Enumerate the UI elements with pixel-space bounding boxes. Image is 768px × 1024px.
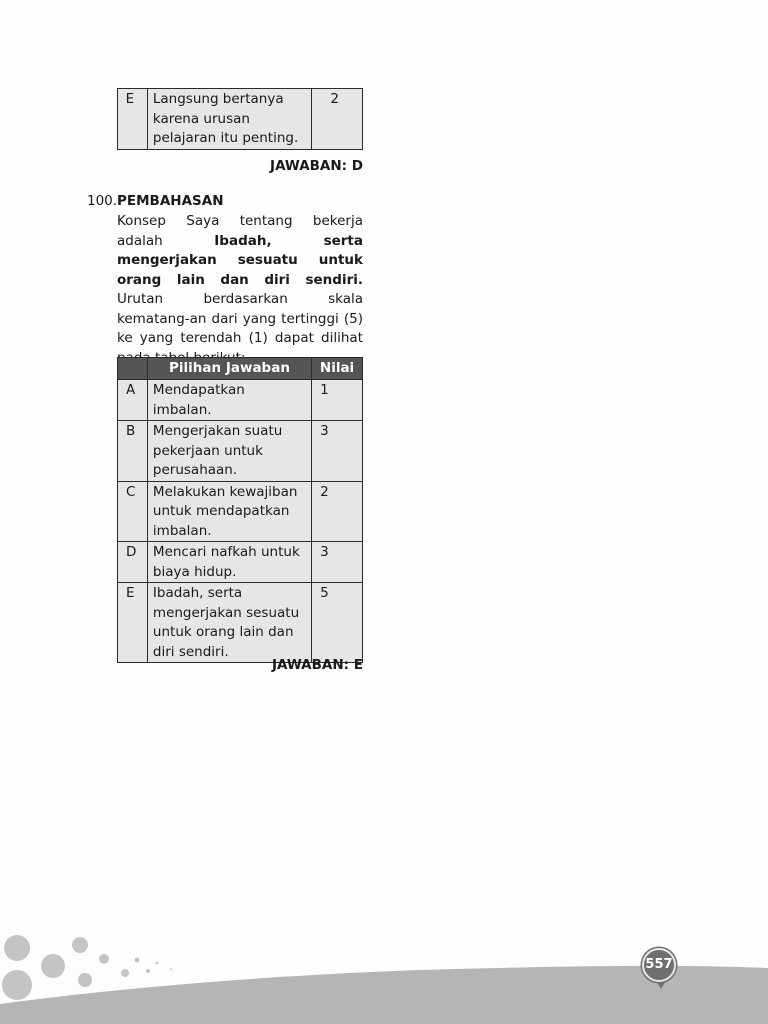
decor-dot — [41, 954, 65, 978]
header-letter — [118, 358, 148, 380]
option-text: Langsung bertanya karena urusan pelajaran itu penting. — [147, 89, 311, 150]
page-number: 557 — [642, 948, 676, 982]
option-text: Melakukan kewajiban untuk mendapatkan imbalan. — [147, 481, 311, 542]
option-value: 2 — [312, 89, 363, 150]
option-value: 3 — [312, 421, 363, 482]
option-letter: E — [118, 89, 148, 150]
option-value: 2 — [312, 481, 363, 542]
top-table — [117, 88, 363, 150]
option-text: Mengerjakan suatu pekerjaan untuk perusahaan. — [147, 421, 311, 482]
question-paragraph — [117, 212, 363, 368]
table-row — [118, 89, 363, 150]
option-text: Mencari nafkah untuk biaya hidup. — [147, 542, 311, 583]
option-letter: D — [118, 542, 148, 583]
option-value: 5 — [312, 583, 363, 663]
decor-dot — [72, 937, 88, 953]
table-row — [118, 542, 363, 583]
main-table — [117, 357, 363, 663]
decor-dot — [121, 969, 129, 977]
decor-dot — [4, 935, 30, 961]
paragraph-text-before: Konsep Saya tentang bekerja adalah — [117, 213, 363, 249]
header-value: Nilai — [312, 358, 363, 380]
option-letter: B — [118, 421, 148, 482]
option-value: 1 — [312, 380, 363, 421]
question-title: PEMBAHASAN — [117, 193, 224, 209]
option-letter: C — [118, 481, 148, 542]
decor-dot — [170, 968, 172, 970]
table-row — [118, 421, 363, 482]
option-letter: A — [118, 380, 148, 421]
option-text: Ibadah, serta mengerjakan sesuatu untuk orang lain dan diri sendiri. — [147, 583, 311, 663]
option-letter: E — [118, 583, 148, 663]
top-table-container — [117, 88, 363, 150]
table-row — [118, 380, 363, 421]
decor-dot — [135, 958, 140, 963]
decor-dot — [2, 970, 32, 1000]
option-value: 3 — [312, 542, 363, 583]
header-option: Pilihan Jawaban — [147, 358, 311, 380]
question-number: 100. — [87, 193, 118, 209]
decor-dot — [146, 969, 150, 973]
decor-dot — [156, 962, 159, 965]
table-row — [118, 481, 363, 542]
paragraph-text-bold: Ibadah, serta mengerjakan sesuatu untuk orang lain dan diri sendiri. — [117, 232, 363, 288]
decor-dot — [78, 973, 92, 987]
option-text: Mendapatkan imbalan. — [147, 380, 311, 421]
table-header-row — [118, 358, 363, 380]
table-row — [118, 583, 363, 663]
main-table-container — [117, 357, 363, 663]
answer-bottom: JAWABAN: E — [272, 657, 363, 673]
answer-top: JAWABAN: D — [270, 158, 363, 174]
paragraph-text-after: Urutan berdasarkan skala kematang-an dari yang tertinggi (5) ke yang terendah (1) dapat dilihat — [117, 291, 363, 346]
decor-dot — [99, 954, 109, 964]
